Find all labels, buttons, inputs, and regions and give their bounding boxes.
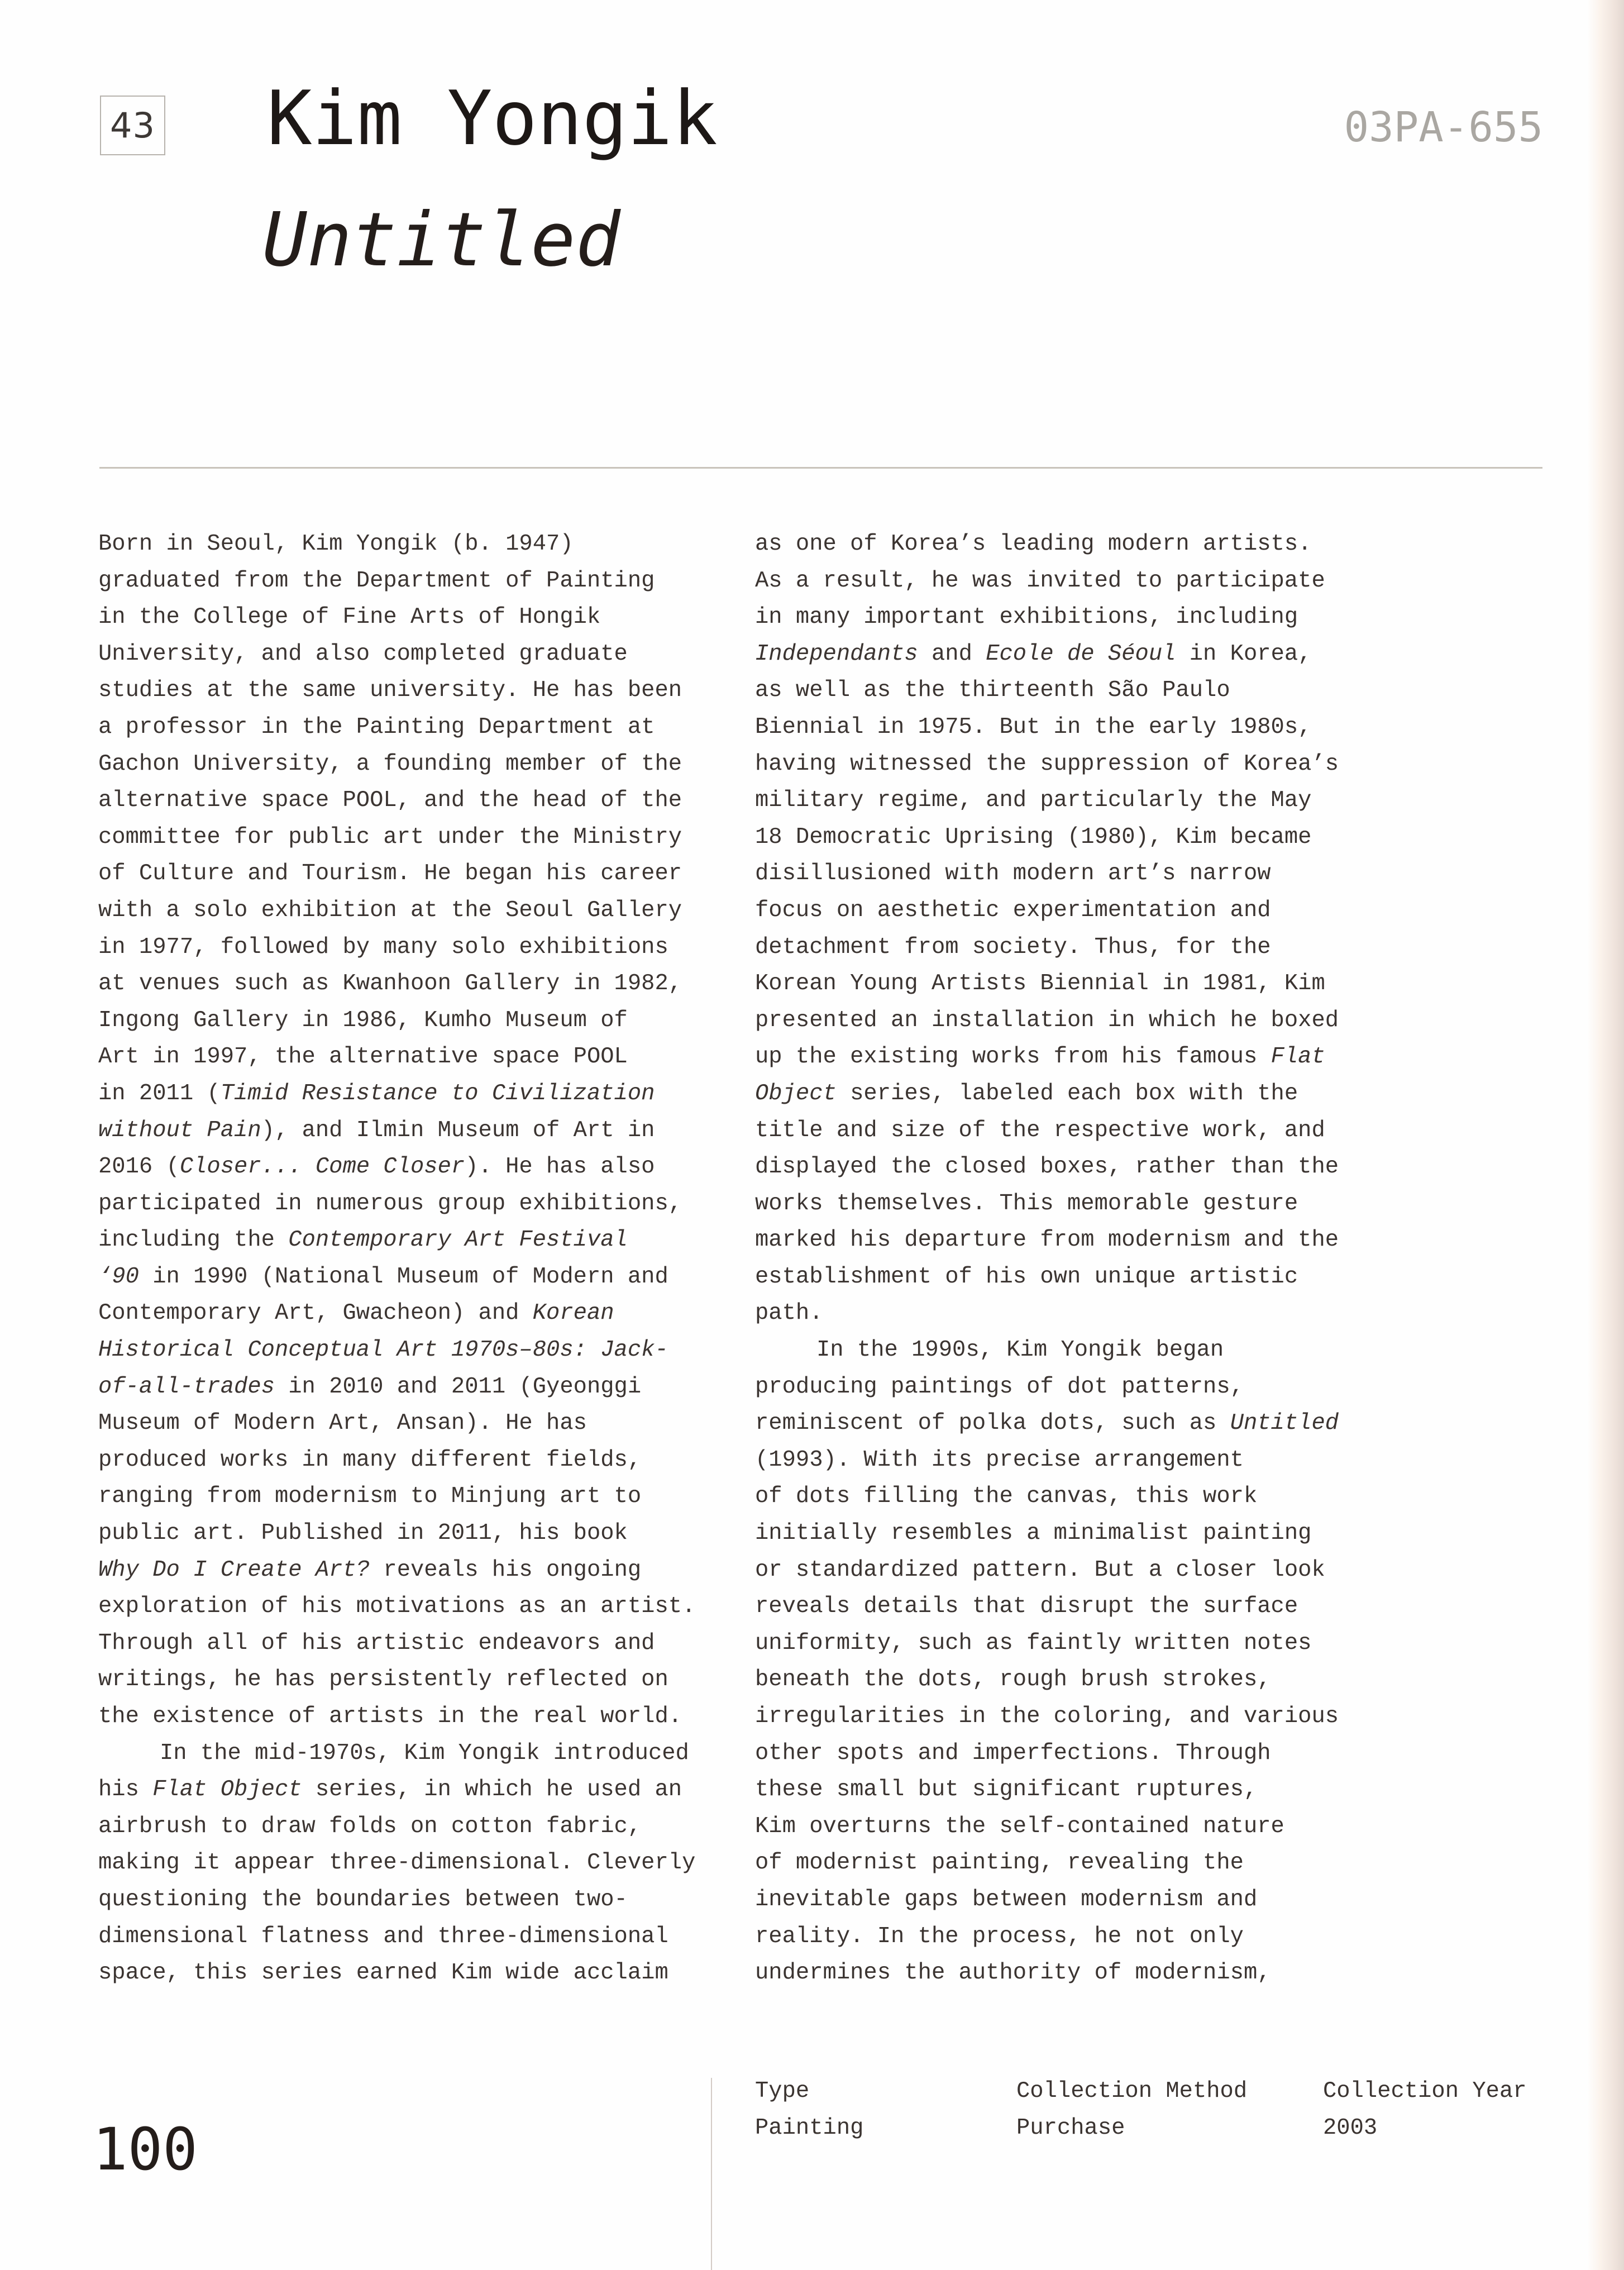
body-text: Through all of his artistic endeavors and <box>98 1630 655 1656</box>
italic-title-text: Object <box>755 1080 837 1107</box>
body-text: producing paintings of dot patterns, <box>755 1374 1244 1400</box>
body-text: ranging from modernism to Minjung art to <box>98 1484 642 1510</box>
body-text: series, in which he used an <box>302 1777 682 1803</box>
text-line <box>98 1699 735 1735</box>
body-text: with a solo exhibition at the Seoul Gallery <box>98 897 682 923</box>
text-line <box>98 526 735 563</box>
body-text: a professor in the Painting Department at <box>98 714 655 740</box>
body-text: in 2010 and 2011 (Gyeonggi <box>274 1374 642 1400</box>
text-line <box>98 1919 735 1956</box>
text-line <box>98 1845 735 1882</box>
body-text: works themselves. This memorable gesture <box>755 1190 1298 1217</box>
text-line <box>98 1735 735 1772</box>
body-text: beneath the dots, rough brush strokes, <box>755 1667 1271 1693</box>
body-text: of modernist painting, revealing the <box>755 1850 1244 1876</box>
metadata-type <box>755 2073 863 2147</box>
body-text: including the <box>98 1227 289 1253</box>
body-text: ). He has also <box>465 1154 655 1180</box>
text-line <box>98 1113 735 1150</box>
text-line <box>755 1259 1392 1296</box>
text-line <box>755 893 1392 929</box>
body-text: series, labeled each box with the <box>836 1080 1298 1107</box>
body-text: questioning the boundaries between two- <box>98 1886 628 1913</box>
body-text: in Korea, <box>1176 641 1312 667</box>
text-line <box>98 1809 735 1845</box>
body-text: Born in Seoul, Kim Yongik (b. 1947) <box>98 531 574 557</box>
italic-title-text: Flat <box>1270 1044 1325 1070</box>
italic-title-text: Historical Conceptual Art 1970s–80s: Jack- <box>98 1337 668 1363</box>
text-line <box>98 1589 735 1625</box>
text-line <box>755 1113 1392 1150</box>
body-text: airbrush to draw folds on cotton fabric, <box>98 1813 642 1839</box>
accession-code: 03PA-655 <box>1344 103 1543 151</box>
body-text: military regime, and particularly the May <box>755 788 1312 814</box>
body-text: uniformity, such as faintly written notes <box>755 1630 1312 1656</box>
body-text: studies at the same university. He has been <box>98 678 682 704</box>
metadata-method-value: Purchase <box>1016 2115 1125 2141</box>
italic-title-text: Contemporary Art Festival <box>288 1227 628 1253</box>
body-text: displayed the closed boxes, rather than the <box>755 1154 1339 1180</box>
body-text: initially resembles a minimalist painting <box>755 1520 1312 1547</box>
body-text: 18 Democratic Uprising (1980), Kim became <box>755 824 1312 850</box>
body-text: Korean Young Artists Biennial in 1981, Kim <box>755 971 1325 997</box>
body-text: establishment of his own unique artistic <box>755 1263 1298 1290</box>
body-text: Art in 1997, the alternative space POOL <box>98 1044 628 1070</box>
text-line <box>755 1442 1392 1479</box>
text-line <box>98 1552 735 1589</box>
italic-title-text: Timid Resistance to Civilization <box>220 1080 655 1107</box>
body-text: In the mid-1970s, Kim Yongik introduced <box>160 1740 689 1766</box>
text-line <box>755 819 1392 856</box>
text-line <box>98 746 735 783</box>
body-text: dimensional flatness and three-dimensional <box>98 1923 668 1949</box>
body-text: as one of Korea’s leading modern artists. <box>755 531 1312 557</box>
text-line <box>98 1405 735 1442</box>
body-text: focus on aesthetic experimentation and <box>755 897 1271 923</box>
body-text: exploration of his motivations as an artist. <box>98 1594 696 1620</box>
text-line <box>98 1039 735 1076</box>
body-text: reality. In the process, he not only <box>755 1923 1244 1949</box>
body-text: Museum of Modern Art, Ansan). He has <box>98 1410 587 1437</box>
text-line <box>98 1259 735 1296</box>
text-line <box>98 1369 735 1406</box>
text-line <box>98 1186 735 1223</box>
body-text: alternative space POOL, and the head of the <box>98 788 682 814</box>
body-text: these small but significant ruptures, <box>755 1777 1258 1803</box>
metadata-collection-method <box>1016 2073 1247 2147</box>
metadata-method-label: Collection Method <box>1016 2078 1248 2104</box>
italic-title-text: Independants <box>755 641 918 667</box>
body-text: Ingong Gallery in 1986, Kumho Museum of <box>98 1007 628 1033</box>
body-text: up the existing works from his famous <box>755 1044 1271 1070</box>
body-text: 2016 ( <box>98 1154 180 1180</box>
body-text: marked his departure from modernism and the <box>755 1227 1339 1253</box>
italic-title-text: Korean <box>532 1300 614 1327</box>
body-text: or standardized pattern. But a closer look <box>755 1557 1325 1583</box>
text-line <box>755 1149 1392 1186</box>
text-line <box>755 1515 1392 1552</box>
body-text: other spots and imperfections. Through <box>755 1740 1271 1766</box>
text-line <box>98 819 735 856</box>
body-text: committee for public art under the Ministry <box>98 824 682 850</box>
body-text: disillusioned with modern art’s narrow <box>755 861 1271 887</box>
text-line <box>755 1003 1392 1039</box>
body-text: reveals details that disrupt the surface <box>755 1594 1298 1620</box>
metadata-year-label: Collection Year <box>1323 2078 1527 2104</box>
text-line <box>98 1882 735 1919</box>
body-text: in 1990 (National Museum of Modern and <box>138 1263 668 1290</box>
text-line <box>755 563 1392 600</box>
text-line <box>755 929 1392 966</box>
artist-name: Kim Yongik <box>267 75 718 162</box>
text-line <box>98 1076 735 1113</box>
text-line <box>98 673 735 709</box>
italic-title-text: Ecole de Séoul <box>986 641 1176 667</box>
text-line <box>98 1662 735 1699</box>
plate-number: 43 <box>110 105 155 146</box>
body-text: presented an installation in which he boxed <box>755 1007 1339 1033</box>
body-text: participated in numerous group exhibitions, <box>98 1190 682 1217</box>
body-text: in the College of Fine Arts of Hongik <box>98 604 601 631</box>
body-text: Gachon University, a founding member of the <box>98 751 682 777</box>
body-text: at venues such as Kwanhoon Gallery in 1982, <box>98 971 682 997</box>
text-line <box>98 1003 735 1039</box>
text-line <box>98 1625 735 1662</box>
header-divider <box>99 467 1542 469</box>
body-text: title and size of the respective work, and <box>755 1117 1325 1143</box>
body-text: As a result, he was invited to participate <box>755 568 1325 594</box>
body-text: undermines the authority of modernism, <box>755 1960 1271 1986</box>
text-line <box>755 856 1392 893</box>
text-line <box>98 709 735 746</box>
text-line <box>755 673 1392 709</box>
text-line <box>755 1552 1392 1589</box>
body-text: detachment from society. Thus, for the <box>755 934 1271 960</box>
text-line <box>98 1442 735 1479</box>
text-line <box>98 783 735 819</box>
text-line <box>755 1735 1392 1772</box>
body-text: inevitable gaps between modernism and <box>755 1886 1258 1913</box>
body-text: in many important exhibitions, including <box>755 604 1298 631</box>
body-left-column <box>98 526 735 1992</box>
text-line <box>98 1149 735 1186</box>
text-line <box>755 1882 1392 1919</box>
text-line <box>98 599 735 636</box>
text-line <box>98 1515 735 1552</box>
text-line <box>98 636 735 673</box>
body-text: University, and also completed graduate <box>98 641 628 667</box>
text-line <box>755 1369 1392 1406</box>
body-text: Kim overturns the self-contained nature <box>755 1813 1284 1839</box>
body-text: of dots filling the canvas, this work <box>755 1484 1258 1510</box>
text-line <box>755 1332 1392 1369</box>
text-line <box>755 1405 1392 1442</box>
body-text: In the 1990s, Kim Yongik began <box>816 1337 1224 1363</box>
page-edge-shadow <box>1587 0 1624 2270</box>
text-line <box>755 1589 1392 1625</box>
text-line <box>755 1919 1392 1956</box>
body-text: in 1977, followed by many solo exhibitions <box>98 934 668 960</box>
text-line <box>98 1955 735 1992</box>
plate-number-box <box>100 96 165 155</box>
text-line <box>755 1295 1392 1332</box>
text-line <box>98 563 735 600</box>
body-text: as well as the thirteenth São Paulo <box>755 678 1230 704</box>
text-line <box>98 966 735 1003</box>
text-line <box>98 1772 735 1809</box>
text-line <box>98 856 735 893</box>
text-line <box>98 929 735 966</box>
text-line <box>98 1295 735 1332</box>
body-text: making it appear three-dimensional. Cleverly <box>98 1850 696 1876</box>
metadata-type-label: Type <box>755 2078 810 2104</box>
text-line <box>755 746 1392 783</box>
text-line <box>755 599 1392 636</box>
text-line <box>755 636 1392 673</box>
text-line <box>755 1186 1392 1223</box>
footer-divider <box>711 2078 712 2270</box>
text-line <box>98 893 735 929</box>
text-line <box>755 1076 1392 1113</box>
body-right-column <box>755 526 1392 1992</box>
text-line <box>755 1772 1392 1809</box>
body-text: Contemporary Art, Gwacheon) and <box>98 1300 533 1327</box>
italic-title-text: without Pain <box>98 1117 261 1143</box>
body-text: (1993). With its precise arrangement <box>755 1447 1244 1473</box>
body-text: produced works in many different fields, <box>98 1447 642 1473</box>
italic-title-text: Why Do I Create Art? <box>98 1557 370 1583</box>
text-line <box>98 1222 735 1259</box>
body-text: the existence of artists in the real world. <box>98 1704 682 1729</box>
body-text: public art. Published in 2011, his book <box>98 1520 628 1547</box>
text-line <box>755 966 1392 1003</box>
metadata-collection-year <box>1323 2073 1527 2147</box>
body-text: of Culture and Tourism. He began his career <box>98 861 682 887</box>
text-line <box>755 526 1392 563</box>
text-line <box>755 1699 1392 1735</box>
body-text: having witnessed the suppression of Korea’s <box>755 751 1339 777</box>
text-line <box>755 1039 1392 1076</box>
body-text: irregularities in the coloring, and various <box>755 1704 1339 1729</box>
metadata-year-value: 2003 <box>1323 2115 1378 2141</box>
body-text: his <box>98 1777 153 1803</box>
italic-title-text: ‘90 <box>98 1263 139 1290</box>
text-line <box>755 1222 1392 1259</box>
body-text: graduated from the Department of Painting <box>98 568 655 594</box>
body-text: path. <box>755 1300 823 1327</box>
body-text: reveals his ongoing <box>370 1557 642 1583</box>
italic-title-text: Untitled <box>1230 1410 1339 1437</box>
work-title: Untitled <box>262 197 620 283</box>
body-text: ), and Ilmin Museum of Art in <box>261 1117 655 1143</box>
text-line <box>755 1625 1392 1662</box>
body-text: writings, he has persistently reflected on <box>98 1667 668 1693</box>
text-line <box>98 1479 735 1515</box>
italic-title-text: Flat Object <box>152 1777 302 1803</box>
text-line <box>755 1662 1392 1699</box>
text-line <box>755 709 1392 746</box>
body-text: reminiscent of polka dots, such as <box>755 1410 1230 1437</box>
text-line <box>755 1809 1392 1845</box>
text-line <box>755 1955 1392 1992</box>
body-text: and <box>918 641 986 667</box>
text-line <box>755 783 1392 819</box>
italic-title-text: of-all-trades <box>98 1374 275 1400</box>
metadata-type-value: Painting <box>755 2115 864 2141</box>
text-line <box>755 1845 1392 1882</box>
text-line <box>98 1332 735 1369</box>
page-number: 100 <box>93 2115 198 2183</box>
body-text: in 2011 ( <box>98 1080 221 1107</box>
body-text: Biennial in 1975. But in the early 1980s, <box>755 714 1312 740</box>
body-text: space, this series earned Kim wide acclaim <box>98 1960 668 1986</box>
italic-title-text: Closer... Come Closer <box>179 1154 465 1180</box>
text-line <box>755 1479 1392 1515</box>
